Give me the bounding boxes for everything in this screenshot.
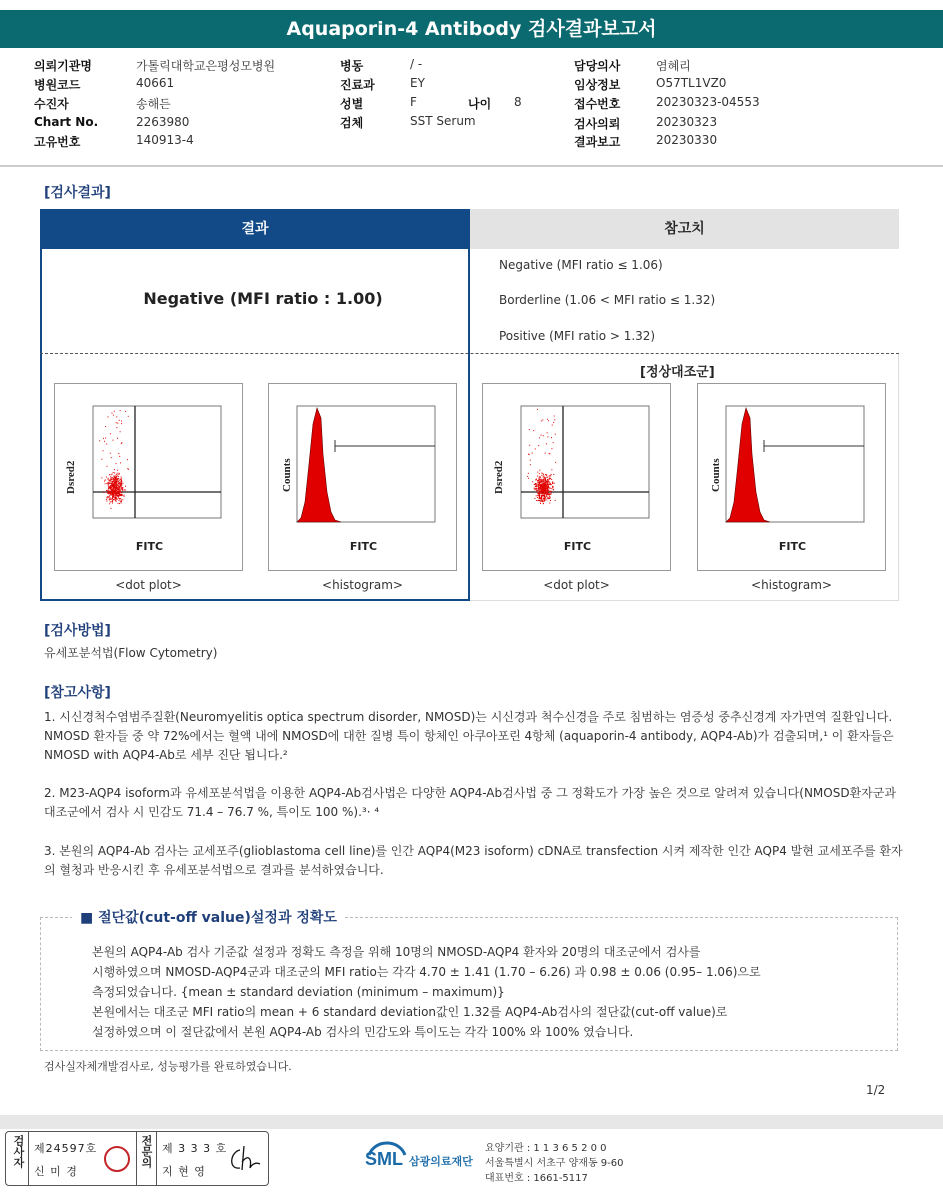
org-info: 서울특별시 서초구 양재동 9-60	[485, 1158, 624, 1169]
info-label: 병원코드	[34, 78, 81, 92]
dashed-divider	[40, 353, 899, 354]
divider	[28, 1132, 29, 1185]
histogram-control	[697, 383, 886, 571]
dot-plot-control	[482, 383, 671, 571]
plot-caption: <dot plot>	[543, 578, 610, 592]
y-axis-label: Dsred2	[65, 460, 77, 494]
info-value: 20230323	[656, 115, 718, 129]
method-text: 유세포분석법(Flow Cytometry)	[44, 646, 218, 660]
info-value: 140913-4	[136, 133, 194, 147]
info-label: 검체	[340, 116, 364, 130]
histogram-peak	[726, 408, 770, 522]
signature	[226, 1142, 262, 1176]
histogram-patient	[268, 383, 457, 571]
dot-scatter-top	[527, 409, 556, 479]
x-axis-label: FITC	[349, 540, 378, 553]
approver-number: 제 3 3 3 호	[162, 1142, 228, 1155]
reference-range: Borderline (1.06 < MFI ratio ≤ 1.32)	[499, 293, 716, 307]
plot-frame	[521, 406, 649, 518]
cutoff-line: 본원에서는 대조군 MFI ratio의 mean + 6 standard deviation값인 1.32를 AQP4-Ab검사의 절단값(cut-off value)로	[92, 1005, 728, 1019]
completion-note: 검사실자체개발검사로, 성능평가를 완료하였습니다.	[44, 1060, 292, 1073]
examiner-label	[10, 1135, 24, 1173]
y-axis-label: Counts	[710, 458, 722, 492]
reference-range: Negative (MFI ratio ≤ 1.06)	[499, 258, 663, 272]
signature-box	[5, 1131, 269, 1186]
info-label: 진료과	[340, 78, 375, 92]
org-info: 대표번호 : 1661-5117	[485, 1173, 588, 1184]
info-label: 고유번호	[34, 135, 81, 149]
info-value: 염혜리	[656, 59, 691, 73]
info-value: 송해든	[136, 97, 171, 111]
cutoff-title: ■ 절단값(cut-off value)설정과 정확도	[72, 907, 345, 927]
cutoff-line: 측정되었습니다. {mean ± standard deviation (minimum – maximum)}	[92, 985, 505, 999]
approver-label	[138, 1135, 152, 1173]
approver-label-text: 전문의	[140, 1135, 153, 1168]
info-value: 20230323-04553	[656, 95, 760, 109]
examiner-label-text: 검사자	[12, 1135, 25, 1168]
y-axis-label: Counts	[281, 458, 293, 492]
info-label: 의뢰기관명	[34, 59, 92, 73]
method-section-title: [검사방법]	[44, 623, 111, 639]
report-title: Aquaporin-4 Antibody 검사결과보고서	[0, 10, 943, 48]
info-label: 접수번호	[574, 97, 621, 111]
dot-plot-patient	[54, 383, 243, 571]
org-name: 삼광의료재단	[409, 1155, 473, 1168]
cutoff-line: 설정하였으며 이 절단값에서 본원 AQP4-Ab 검사의 민감도와 특이도는 각각 100% 와 100% 였습니다.	[92, 1025, 634, 1039]
x-axis-label: FITC	[135, 540, 164, 553]
examiner-name: 신 미 경	[34, 1165, 78, 1178]
result-header: 결과	[40, 209, 470, 249]
patient-info	[0, 55, 943, 165]
page-number: 1/2	[866, 1083, 886, 1097]
plot-caption: <histogram>	[322, 578, 403, 592]
divider	[136, 1132, 137, 1185]
results-section-title: [검사결과]	[44, 185, 111, 201]
info-value: 8	[514, 95, 522, 109]
reference-range: Positive (MFI ratio > 1.32)	[499, 329, 656, 343]
plot-caption: <dot plot>	[115, 578, 182, 592]
note-item: 2. M23-AQP4 isoform과 유세포분석법을 이용한 AQP4-Ab검사법은 다양한 AQP4-Ab검사법 중 그 정확도가 가장 높은 것으로 알려져 있습니다(NMOSD환자군과 대조군에서 검사 시 민감도 71.4 – 76.7 %, 특이도 100 %).³· ⁴	[44, 786, 896, 819]
info-label: 병동	[340, 59, 364, 73]
x-axis-label: FITC	[778, 540, 807, 553]
info-label: 결과보고	[574, 135, 621, 149]
cutoff-body	[92, 942, 882, 1042]
info-label: 성별	[340, 97, 364, 111]
histogram-peak	[297, 408, 341, 522]
info-value: 2263980	[136, 115, 190, 129]
org-info: 요양기관 : 1 1 3 6 5 2 0 0	[485, 1143, 607, 1154]
info-value: EY	[410, 76, 425, 90]
info-value: / -	[410, 57, 423, 71]
approver-name: 지 현 영	[162, 1165, 206, 1178]
y-axis-label: Dsred2	[493, 460, 505, 494]
note-item: 3. 본원의 AQP4-Ab 검사는 교세포주(glioblastoma cell line)를 인간 AQP4(M23 isoform) cDNA로 transfection 시켜 제작한 인간 AQP4 발현 교세포주를 환자의 혈청과 반응시킨 후 유세포분석법으로 결과를 분석하였습니다.	[44, 844, 903, 877]
x-axis-label: FITC	[563, 540, 592, 553]
info-label: 검사의뢰	[574, 117, 621, 131]
info-label: Chart No.	[34, 115, 99, 129]
info-label: 수진자	[34, 97, 69, 111]
seal-stamp	[104, 1146, 130, 1172]
plot-caption: <histogram>	[751, 578, 832, 592]
info-value: 가톨릭대학교은평성모병원	[136, 59, 276, 73]
result-value: Negative (MFI ratio : 1.00)	[143, 289, 383, 308]
sml-logo	[365, 1137, 485, 1177]
dot-cloud	[532, 470, 556, 505]
info-value: F	[410, 95, 417, 109]
divider	[156, 1132, 157, 1185]
examiner-number: 제24597호	[34, 1142, 98, 1155]
note-item: 1. 시신경척수염범주질환(Neuromyelitis optica spectrum disorder, NMOSD)는 시신경과 척수신경을 주로 침범하는 염증성 중추신경계 자가면역 질환입니다. NMOSD 환자들 중 약 72%에서는 혈액 내에 NMOSD에 대한 질병 특이 항체인 아쿠아포린 4항체 (aquaporin-4 antibody, AQP4-Ab)가 검출되며,¹ 이 환자들은 NMOSD with AQP4-Ab로 세부 진단 됩니다.²	[44, 710, 894, 762]
info-value: 20230330	[656, 133, 718, 147]
info-value: O57TL1VZ0	[656, 76, 727, 90]
info-value: SST Serum	[410, 114, 476, 128]
footer-band	[0, 1115, 943, 1129]
cutoff-line: 시행하였으며 NMOSD-AQP4군과 대조군의 MFI ratio는 각각 4.70 ± 1.41 (1.70 – 6.26) 과 0.98 ± 0.06 (0.95– 1.06)으로	[92, 965, 761, 979]
dot-cloud	[103, 469, 126, 509]
info-label: 나이	[468, 97, 492, 111]
notes-section-title: [참고사항]	[44, 685, 111, 701]
cutoff-line: 본원의 AQP4-Ab 검사 기준값 설정과 정확도 측정을 위해 10명의 NMOSD-AQP4 환자와 20명의 대조군에서 검사를	[92, 945, 701, 959]
divider	[0, 165, 943, 167]
reference-header: 참고치	[470, 209, 899, 249]
logo-text: SML	[365, 1149, 403, 1169]
dot-scatter-top	[99, 410, 129, 478]
info-label: 임상정보	[574, 78, 621, 92]
info-value: 40661	[136, 76, 175, 90]
normal-control-label: [정상대조군]	[640, 365, 715, 380]
info-label: 담당의사	[574, 59, 621, 73]
